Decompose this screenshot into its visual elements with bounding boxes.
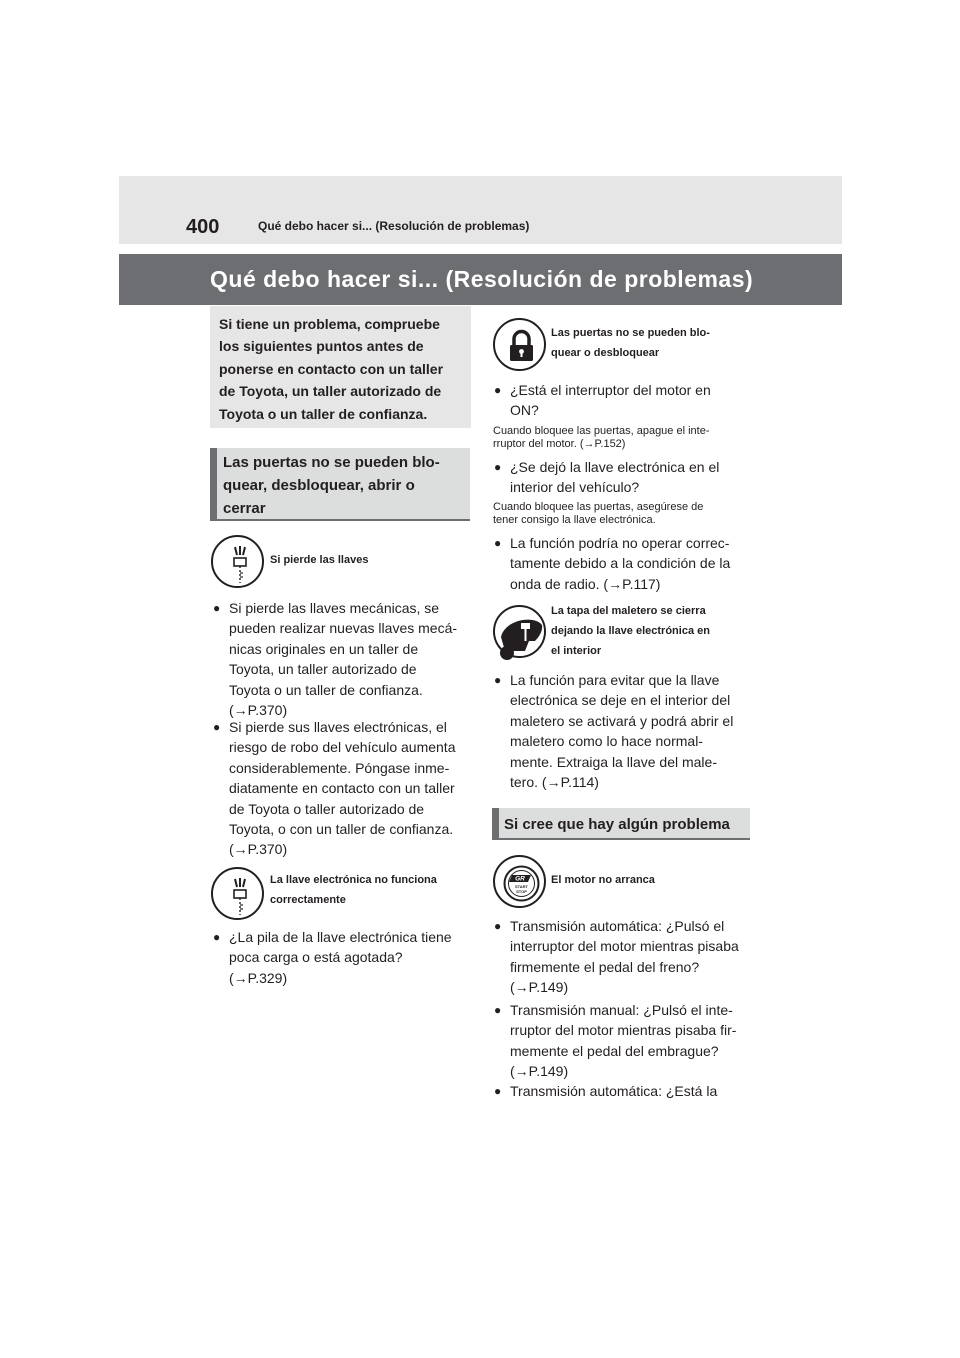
svg-text:GR: GR xyxy=(515,875,525,883)
page-reference: (→P.370) xyxy=(229,841,288,858)
intro-line: Si tiene un problema, compruebe xyxy=(219,316,440,332)
page-reference: (→P.149) xyxy=(510,1063,569,1080)
note-line: Cuando bloquee las puertas, apague el inte- xyxy=(493,425,710,437)
bullet: ● xyxy=(494,919,502,933)
section-title-line: Las puertas no se pueden blo- xyxy=(223,454,440,471)
item-line: Transmisión automática: ¿Está la xyxy=(510,1083,718,1099)
trunk-label xyxy=(551,601,710,661)
bullet: ● xyxy=(494,1084,502,1098)
list-item xyxy=(494,380,750,421)
bullet: ● xyxy=(494,460,502,474)
item-line: ¿Está el interruptor del motor en xyxy=(510,382,711,398)
key-malfunction-label xyxy=(270,870,437,910)
item-line: Si pierde las llaves mecánicas, se xyxy=(229,600,440,616)
list-item xyxy=(494,916,750,998)
start-stop-button-icon xyxy=(493,855,546,908)
key-icon xyxy=(211,535,264,588)
bullet: ● xyxy=(213,720,221,734)
lost-keys-label: Si pierde las llaves xyxy=(270,554,369,566)
item-line: firmemente el pedal del freno? xyxy=(510,958,700,975)
page-number: 400 xyxy=(186,216,220,238)
label-line: La llave electrónica no funciona xyxy=(270,874,437,886)
engine-label: El motor no arranca xyxy=(551,874,655,886)
item-line: diatamente en contacto con un taller xyxy=(229,780,455,797)
item-line: tamente debido a la condición de la xyxy=(510,555,731,572)
stop-text: STOP xyxy=(516,889,527,894)
label-line: dejando la llave electrónica en xyxy=(551,625,710,637)
item-line: Toyota, un taller autorizado de xyxy=(229,661,417,678)
page-reference: onda de radio. (→P.117) xyxy=(510,575,661,592)
section-doors-title xyxy=(223,451,468,520)
intro-line: de Toyota, un taller autorizado de xyxy=(219,383,442,400)
running-head: Qué debo hacer si... (Resolución de problemas) xyxy=(258,219,530,233)
item-line: La función para evitar que la llave xyxy=(510,672,720,688)
item-line: maletero se activará y podrá abrir el xyxy=(510,712,734,729)
item-line: electrónica se deje en el interior del xyxy=(510,692,731,709)
note xyxy=(493,425,753,451)
page-title: Qué debo hacer si... (Resolución de problemas) xyxy=(210,266,754,292)
item-line: rruptor del motor mientras pisaba fir- xyxy=(510,1022,737,1039)
item-line: nicas originales en un taller de xyxy=(229,640,419,657)
item-line: maletero como lo hace normal- xyxy=(510,733,703,750)
key-icon xyxy=(211,867,264,920)
intro-line: Toyota o un taller de confianza. xyxy=(219,405,428,422)
label-line: el interior xyxy=(551,645,602,657)
page-reference: (→P.329) xyxy=(229,969,288,986)
item-line: memente el pedal del embrague? xyxy=(510,1042,719,1059)
label-line: La tapa del maletero se cierra xyxy=(551,605,706,617)
trunk-key-icon xyxy=(493,605,546,658)
list-item xyxy=(494,670,750,792)
bullet: ● xyxy=(494,383,502,397)
list-item xyxy=(213,927,469,988)
item-line: considerablemente. Póngase inme- xyxy=(229,759,450,776)
intro-line: ponerse en contacto con un taller xyxy=(219,360,444,377)
bullet: ● xyxy=(494,673,502,687)
item-line: ¿La pila de la llave electrónica tiene xyxy=(229,929,452,945)
item-line: Transmisión automática: ¿Pulsó el xyxy=(510,918,725,934)
item-line: mente. Extraiga la llave del male- xyxy=(510,753,717,770)
item-line: riesgo de robo del vehículo aumenta xyxy=(229,739,456,756)
bullet: ● xyxy=(213,601,221,615)
item-line: de Toyota o taller autorizado de xyxy=(229,800,425,817)
list-item xyxy=(494,457,750,498)
item-line: Toyota o un taller de confianza. xyxy=(229,681,423,698)
padlock-icon xyxy=(493,318,546,371)
bullet: ● xyxy=(494,1003,502,1017)
item-line: pueden realizar nuevas llaves mecá- xyxy=(229,620,458,637)
bullet: ● xyxy=(494,536,502,550)
list-item xyxy=(213,598,469,720)
list-item xyxy=(494,1081,750,1101)
note-line: tener consigo la llave electrónica. xyxy=(493,514,656,526)
note-line: rruptor del motor. (→P.152) xyxy=(493,438,626,450)
item-line: Transmisión manual: ¿Pulsó el inte- xyxy=(510,1002,733,1018)
note xyxy=(493,501,753,527)
page-reference: (→P.149) xyxy=(510,979,569,996)
page-reference: tero. (→P.114) xyxy=(510,774,599,791)
label-line: quear o desbloquear xyxy=(551,347,660,359)
bullet: ● xyxy=(213,930,221,944)
label-line: correctamente xyxy=(270,894,346,906)
list-item xyxy=(213,717,469,860)
note-line: Cuando bloquee las puertas, asegúrese de xyxy=(493,501,704,513)
section-problem-title: Si cree que hay algún problema xyxy=(504,816,730,833)
item-line: Toyota, o con un taller de confianza. xyxy=(229,821,454,838)
list-item xyxy=(494,533,750,594)
list-item xyxy=(494,1000,750,1082)
label-line: Las puertas no se pueden blo- xyxy=(551,327,710,339)
page-reference: (→P.370) xyxy=(229,702,288,719)
intro-line: los siguientes puntos antes de xyxy=(219,338,424,355)
intro-text xyxy=(219,313,467,425)
lock-issue-label xyxy=(551,323,710,363)
start-text: START xyxy=(514,884,529,889)
section-title-line: quear, desbloquear, abrir o xyxy=(223,477,415,494)
item-line: interruptor del motor mientras pisaba xyxy=(510,938,739,955)
item-line: Si pierde sus llaves electrónicas, el xyxy=(229,719,447,735)
item-line: interior del vehículo? xyxy=(510,479,640,496)
item-line: ¿Se dejó la llave electrónica en el xyxy=(510,459,720,475)
item-line: ON? xyxy=(510,402,539,419)
item-line: poca carga o está agotada? xyxy=(229,949,403,966)
item-line: La función podría no operar correc- xyxy=(510,535,730,551)
section-title-line: cerrar xyxy=(223,500,266,517)
